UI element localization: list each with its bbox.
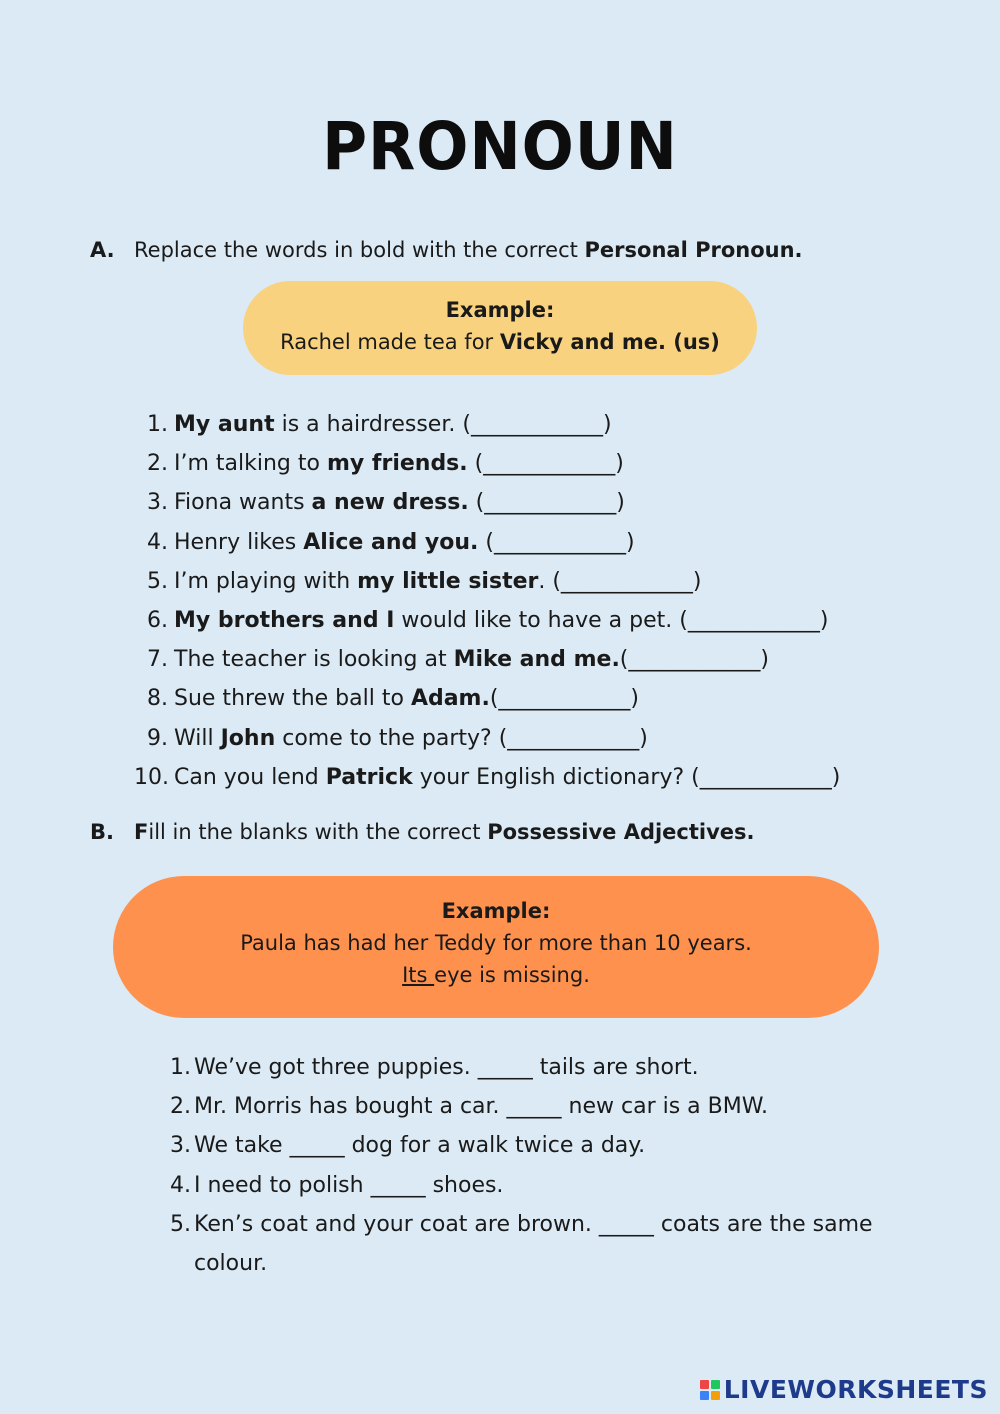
item-bold: a new dress. <box>311 490 469 516</box>
item-text: Can you lend <box>174 764 326 790</box>
item-answer-blank[interactable]: (____________) <box>489 686 640 712</box>
list-item <box>147 601 840 640</box>
item-text[interactable]: I need to polish _____ shoes. <box>194 1172 504 1198</box>
liveworksheets-logo-text: LIVEWORKSHEETS <box>723 1375 988 1404</box>
liveworksheets-logo-icon <box>700 1380 720 1400</box>
item-bold: Patrick <box>325 764 413 790</box>
item-text: I’m talking to <box>174 451 327 477</box>
item-number: 2. <box>147 451 168 477</box>
logo-square-3 <box>700 1391 709 1400</box>
section-a-instruction <box>90 236 803 264</box>
item-text[interactable]: Ken’s coat and your coat are brown. _____ coats are the same colour. <box>194 1211 873 1277</box>
list-item <box>147 719 840 758</box>
list-item <box>170 1126 934 1165</box>
item-bold: My brothers and I <box>174 608 395 634</box>
list-item <box>147 640 840 679</box>
item-answer-blank[interactable]: your English dictionary? (____________) <box>412 764 841 790</box>
example-b-underlined: Its <box>402 963 435 987</box>
example-a-sentence <box>243 326 757 358</box>
section-a-instruction-text: Replace the words in bold with the correct <box>134 238 585 262</box>
example-box-a <box>243 281 757 375</box>
list-item <box>170 1166 934 1205</box>
item-number: 7. <box>147 647 168 673</box>
section-a-list <box>134 405 841 797</box>
item-answer-blank[interactable]: (____________) <box>468 490 625 516</box>
section-a-instruction-bold: Personal Pronoun. <box>584 238 803 262</box>
section-a-letter: A. <box>90 238 115 262</box>
item-number: 3. <box>170 1133 191 1159</box>
section-b-list <box>170 1048 934 1283</box>
item-text: Fiona wants <box>174 490 312 516</box>
section-b-instruction-first: F <box>134 820 149 844</box>
example-b-line2 <box>113 959 879 991</box>
item-answer-blank[interactable]: is a hairdresser. (____________) <box>274 412 612 437</box>
list-item <box>147 483 840 522</box>
example-b-line2-text: eye is missing. <box>434 963 590 987</box>
example-box-b <box>113 876 879 1018</box>
example-b-label: Example: <box>441 899 551 923</box>
list-item <box>147 405 840 444</box>
item-number: 4. <box>147 529 168 555</box>
example-a-text: Rachel made tea for <box>280 330 500 354</box>
list-item <box>147 679 840 718</box>
item-answer-blank[interactable]: would like to have a pet. (____________) <box>394 608 829 634</box>
logo-square-2 <box>711 1380 720 1389</box>
section-b-letter: B. <box>90 820 114 844</box>
logo-square-1 <box>700 1380 709 1389</box>
item-text: Sue threw the ball to <box>174 686 411 712</box>
list-item <box>170 1205 934 1283</box>
item-answer-blank[interactable]: (____________) <box>467 451 624 477</box>
item-number: 8. <box>147 686 168 712</box>
item-number: 9. <box>147 725 168 751</box>
item-answer-blank[interactable]: come to the party? (____________) <box>275 725 648 751</box>
liveworksheets-logo[interactable] <box>700 1375 988 1404</box>
item-text[interactable]: We’ve got three puppies. _____ tails are short. <box>194 1055 699 1080</box>
item-answer-blank[interactable]: (____________) <box>619 647 769 673</box>
list-item <box>134 758 841 797</box>
item-answer-blank[interactable]: . (____________) <box>538 568 702 594</box>
item-text[interactable]: We take _____ dog for a walk twice a day. <box>194 1133 646 1159</box>
item-bold: Mike and me. <box>453 647 620 673</box>
item-bold: Adam. <box>410 686 490 712</box>
item-bold: my friends. <box>326 451 468 477</box>
item-text[interactable]: Mr. Morris has bought a car. _____ new car is a BMW. <box>194 1094 768 1120</box>
item-number: 3. <box>147 490 168 516</box>
item-number: 4. <box>170 1172 191 1198</box>
list-item <box>147 523 840 562</box>
logo-square-4 <box>711 1391 720 1400</box>
item-number: 2. <box>170 1094 191 1120</box>
item-number: 1. <box>170 1055 191 1080</box>
example-b-line1: Paula has had her Teddy for more than 10 years. <box>240 931 752 955</box>
item-bold: my little sister <box>357 568 539 594</box>
item-answer-blank[interactable]: (____________) <box>478 529 635 555</box>
item-text: The teacher is looking at <box>174 647 454 673</box>
item-bold: My aunt <box>174 412 275 437</box>
item-text: Henry likes <box>174 529 304 555</box>
item-number: 1. <box>147 412 168 437</box>
example-a-label: Example: <box>445 298 555 322</box>
example-a-bold: Vicky and me. (us) <box>499 330 720 354</box>
item-number: 6. <box>147 608 168 634</box>
list-item <box>147 562 840 601</box>
section-b-instruction-text: ill in the blanks with the correct <box>148 820 488 844</box>
item-bold: Alice and you. <box>303 529 479 555</box>
item-bold: John <box>220 725 276 751</box>
item-number: 5. <box>170 1211 191 1237</box>
item-number: 10. <box>134 764 169 790</box>
list-item <box>170 1087 934 1126</box>
section-b-instruction <box>90 818 755 846</box>
item-text: I’m playing with <box>174 568 358 594</box>
list-item <box>147 444 840 483</box>
list-item <box>170 1048 934 1087</box>
worksheet-title: PRONOUN <box>322 108 678 185</box>
item-number: 5. <box>147 568 168 594</box>
item-text: Will <box>174 725 221 751</box>
section-b-instruction-bold: Possessive Adjectives. <box>487 820 755 844</box>
